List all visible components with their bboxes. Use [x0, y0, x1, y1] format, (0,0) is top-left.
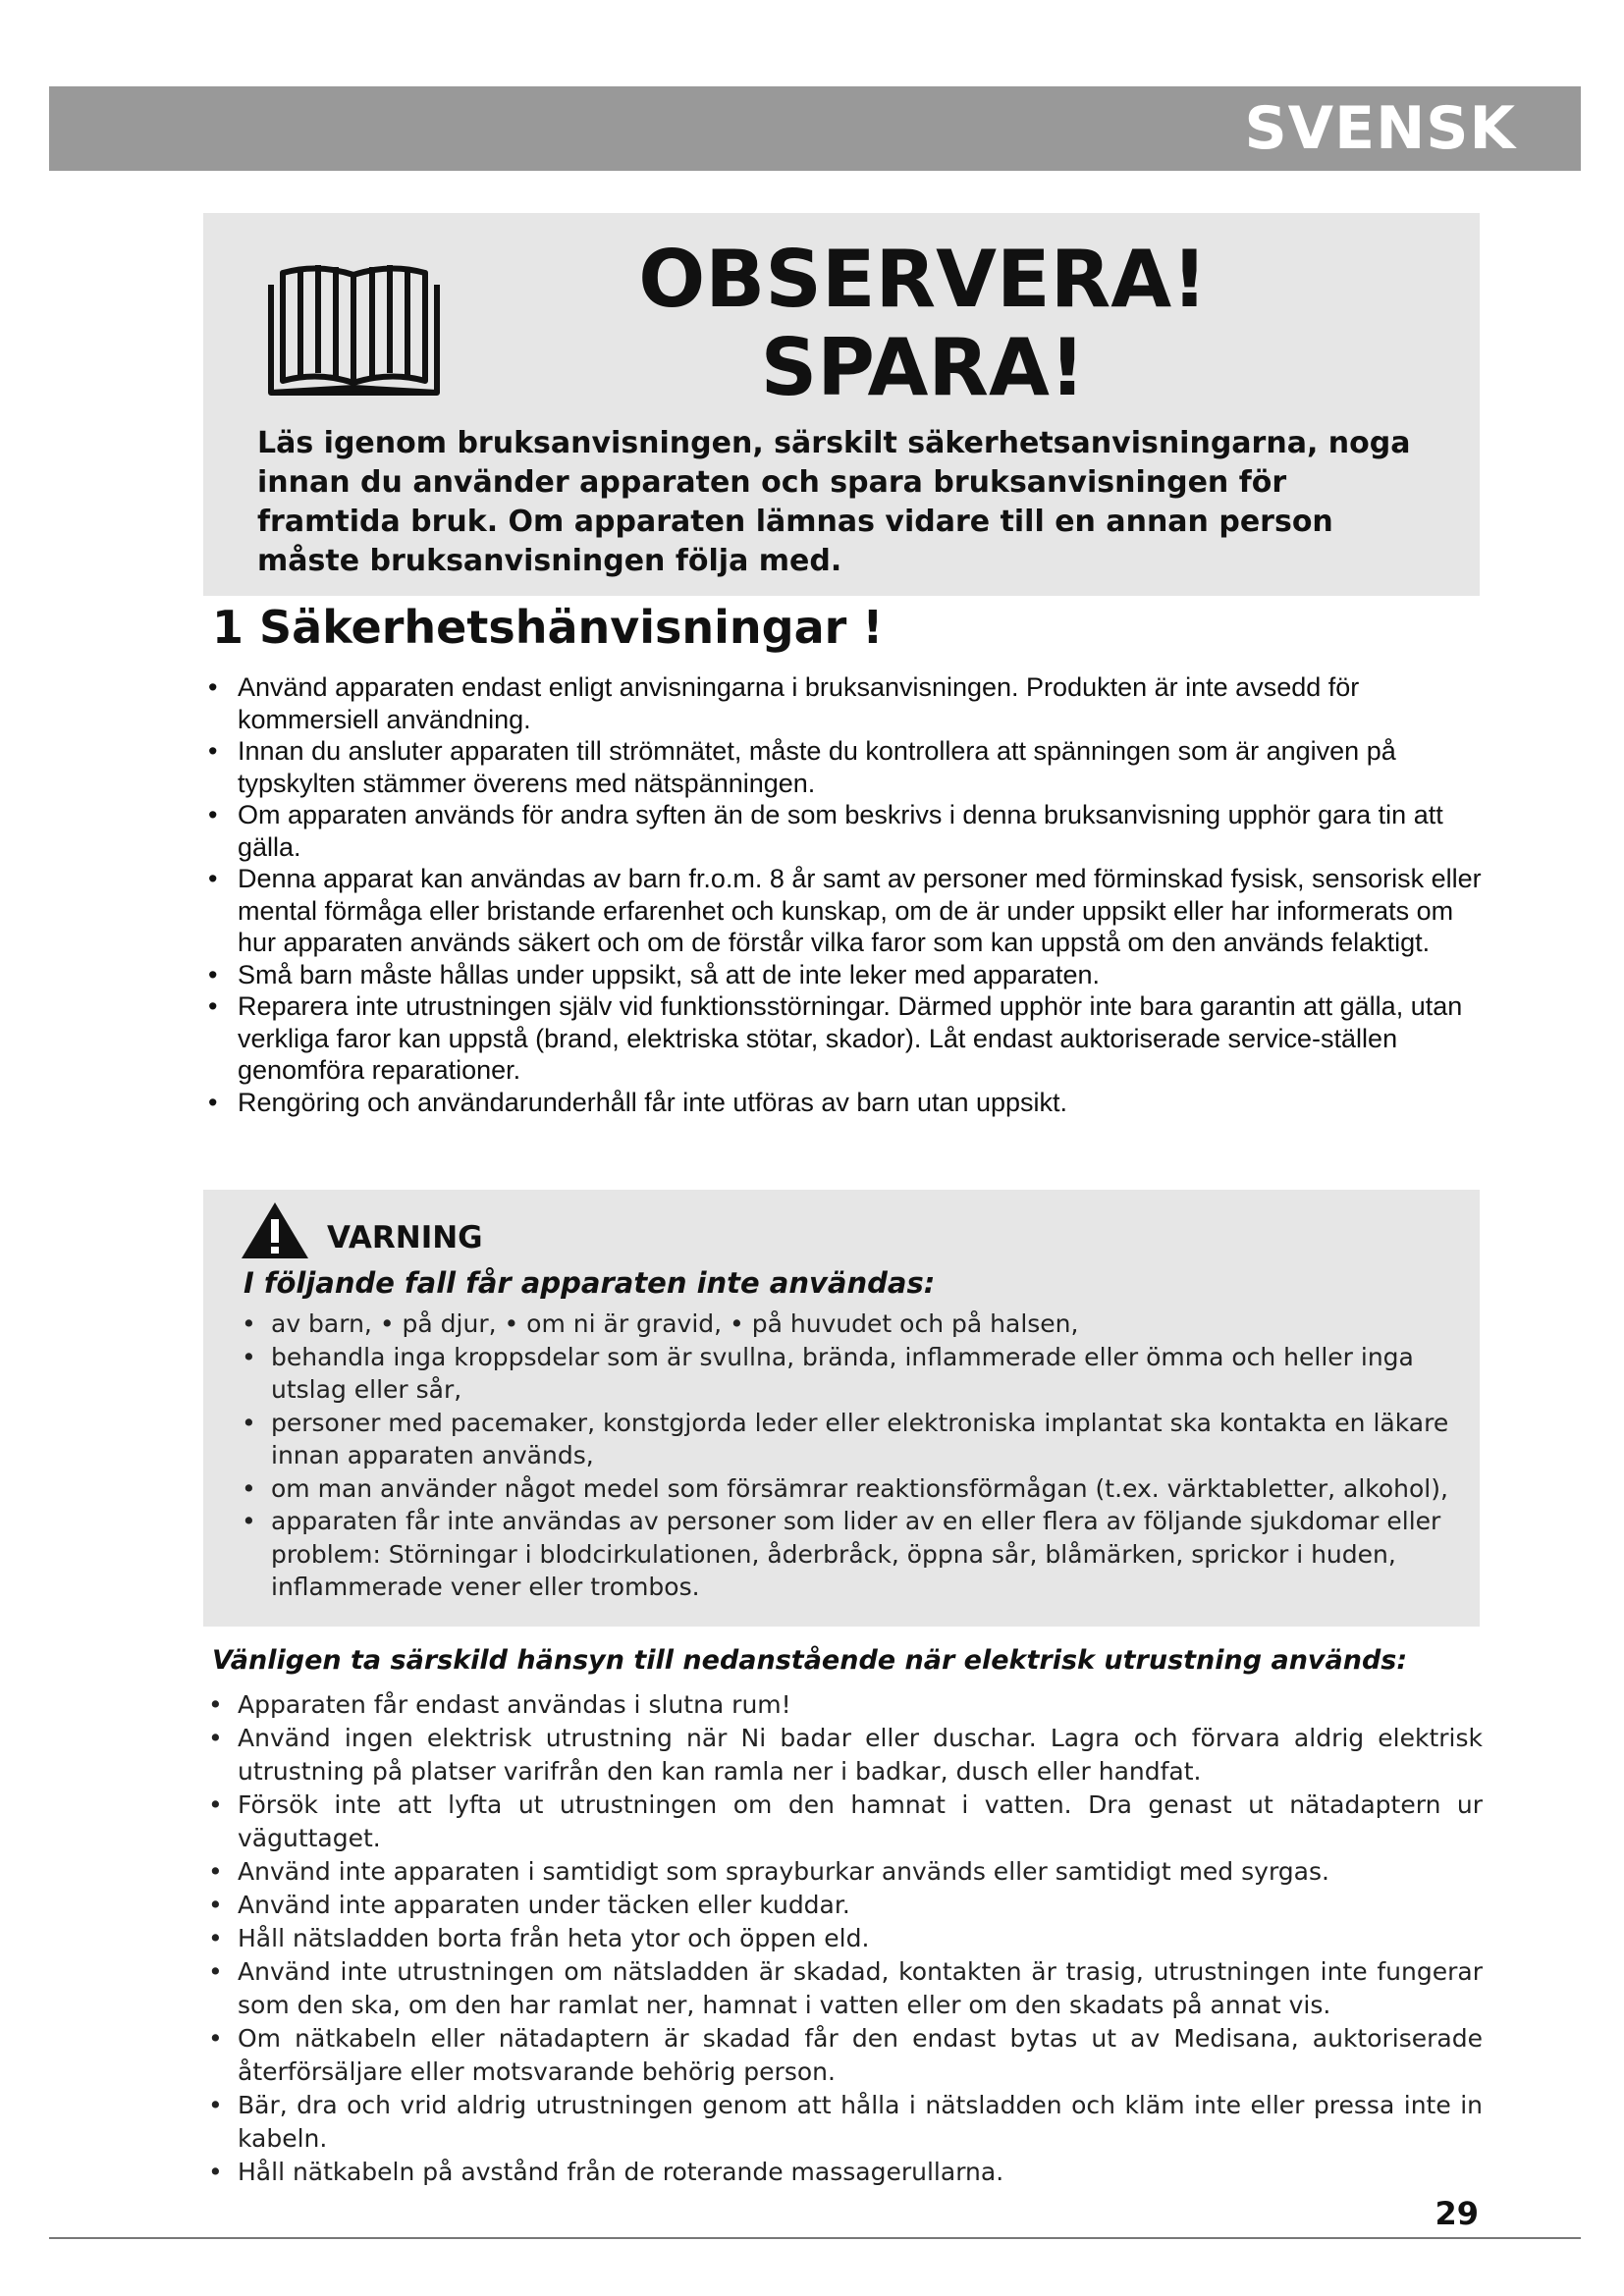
warning-triangle-icon: [240, 1200, 310, 1260]
list-item: • Håll nätsladden borta från heta ytor och öppen eld.: [206, 1922, 1483, 1955]
page-number: 29: [1435, 2195, 1479, 2232]
list-item: • Använd inte apparaten i samtidigt som sprayburkar används eller samtidigt med syrgas.: [206, 1855, 1483, 1889]
list-item: • Försök inte att lyfta ut utrustningen om den hamnat i vatten. Dra genast ut nätadaptern ur väguttaget.: [206, 1789, 1483, 1855]
open-book-icon: [263, 245, 445, 398]
list-item: • Bär, dra och vrid aldrig utrustningen genom att hålla i nätsladden och kläm inte eller pressa inte in kabeln.: [206, 2089, 1483, 2156]
section-title: 1 Säkerhetshänvisningar !: [212, 601, 884, 654]
list-item: • Använd inte utrustningen om nätsladden är skadad, kontakten är trasig, utrustningen inte fungerar som den ska, om den har ramlat ner, hamnat i vatten eller om den skadats på annat vis.: [206, 1955, 1483, 2022]
list-item: • Apparaten får endast användas i slutna rum!: [206, 1688, 1483, 1722]
warning-list: [240, 1308, 1477, 1604]
warning-subtitle: I följande fall får apparaten inte användas:: [244, 1266, 936, 1300]
list-item: • av barn, • på djur, • om ni är gravid, • på huvudet och på halsen,: [240, 1308, 1477, 1341]
list-item: • Reparera inte utrustningen själv vid funktionsstörningar. Därmed upphör inte bara garantin att gälla, utan verkliga faror kan uppstå (brand, elektriska stötar, skador). Låt endast auktoriserade service-ställen genomföra reparationer.: [206, 990, 1483, 1087]
safety-list: [206, 671, 1483, 1118]
list-item: • om man använder något medel som försämrar reaktionsförmågan (t.ex. värktabletter, alkohol),: [240, 1472, 1477, 1506]
list-item: • Använd ingen elektrisk utrustning när Ni badar eller duschar. Lagra och förvara aldrig elektrisk utrustning på platser varifrån den kan ramla ner i badkar, dusch eller handfat.: [206, 1722, 1483, 1789]
list-item: • Använd inte apparaten under täcken eller kuddar.: [206, 1889, 1483, 1922]
list-item: • Använd apparaten endast enligt anvisningarna i bruksanvisningen. Produkten är inte avsedd för kommersiell användning.: [206, 671, 1483, 735]
electrical-list: [206, 1688, 1483, 2189]
list-item: • Om nätkabeln eller nätadaptern är skadad får den endast bytas ut av Medisana, auktoriserade återförsäljare eller motsvarande behörig person.: [206, 2022, 1483, 2089]
language-label: SVENSK: [1244, 94, 1516, 163]
notice-title-line2: SPARA!: [760, 322, 1086, 413]
electrical-title: Vänligen ta särskild hänsyn till nedanstående när elektrisk utrustning används:: [212, 1645, 1408, 1676]
list-item: • Håll nätkabeln på avstånd från de roterande massagerullarna.: [206, 2156, 1483, 2189]
warning-label: VARNING: [327, 1220, 483, 1255]
list-item: • Om apparaten används för andra syften än de som beskrivs i denna bruksanvisning upphör gara tin att gälla.: [206, 799, 1483, 863]
list-item: • personer med pacemaker, konstgjorda leder eller elektroniska implantat ska kontakta en läkare innan apparaten används,: [240, 1407, 1477, 1472]
bottom-rule: [49, 2237, 1581, 2239]
list-item: • Rengöring och användarunderhåll får inte utföras av barn utan uppsikt.: [206, 1087, 1483, 1119]
list-item: • Denna apparat kan användas av barn fr.o.m. 8 år samt av personer med förminskad fysisk, sensorisk eller mental förmåga eller bristande erfarenhet och kunskap, om de är under uppsikt eller har informerats om hur apparaten används säkert och om de förstår vilka faror som kan uppstå om den används felaktigt.: [206, 863, 1483, 959]
list-item: • behandla inga kroppsdelar som är svullna, brända, inflammerade eller ömma och heller inga utslag eller sår,: [240, 1341, 1477, 1407]
notice-text: Läs igenom bruksanvisningen, särskilt säkerhetsanvisningarna, noga innan du använder apparaten och spara bruksanvisningen för framtida bruk. Om apparaten lämnas vidare till en annan person måste bruksanvisningen följa med.: [257, 426, 1411, 578]
notice-title: [589, 236, 1257, 412]
list-item: • Små barn måste hållas under uppsikt, så att de inte leker med apparaten.: [206, 959, 1483, 991]
list-item: • apparaten får inte användas av personer som lider av en eller flera av följande sjukdomar eller problem: Störningar i blodcirkulationen, åderbråck, öppna sår, blåmärken, sprickor i huden, inflammerade vener eller trombos.: [240, 1505, 1477, 1604]
list-item: • Innan du ansluter apparaten till strömnätet, måste du kontrollera att spänningen som är angiven på typskylten stämmer överens med nätspänningen.: [206, 735, 1483, 799]
notice-title-line1: OBSERVERA!: [638, 234, 1208, 325]
